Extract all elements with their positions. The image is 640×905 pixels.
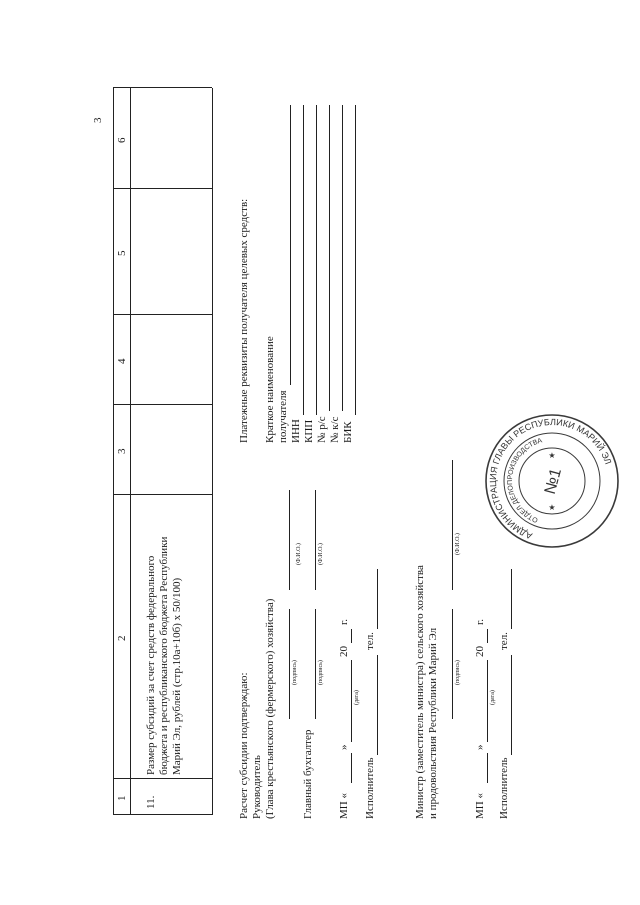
year-suffix-2: г. (474, 618, 486, 625)
payment-title: Платежные реквизиты получателя целевых средств: (238, 198, 250, 443)
stamp-inner-text: ОТДЕЛ ДЕЛОПРОИЗВОДСТВА (506, 437, 544, 524)
minister-line2: и продовольствия Республики Марий Эл (427, 627, 439, 819)
row-text-line3: Марий Эл, рублей (стр.10а+10б) х 50/100) (171, 577, 183, 775)
minister-line1: Министр (заместитель министра) сельского хозяйства (414, 565, 426, 819)
stamp-graphic (483, 412, 621, 550)
bik-label: БИК (342, 421, 354, 443)
sign-caption-2: (подпись) (318, 660, 324, 685)
col-header-3: 3 (116, 448, 128, 454)
mp-label-2: МП « (474, 793, 486, 819)
short-name-line1: Краткое наименование (264, 336, 276, 443)
kpp-label: КПП (303, 419, 315, 443)
row-text-line2: бюджета и республиканского бюджета Республики (158, 536, 170, 775)
mp-label: МП « (338, 793, 350, 819)
col-header-5: 5 (116, 250, 128, 256)
date-caption: (дата) (354, 690, 360, 705)
quote-close: » (338, 744, 350, 750)
accountant-label: Главный бухгалтер (302, 729, 314, 819)
head-label: Руководитель (251, 755, 263, 819)
fio-caption-3: (Ф.И.О.) (455, 533, 461, 555)
executor-label: Исполнитель (364, 757, 376, 819)
stamp-outer-text: АДМИНИСТРАЦИЯ ГЛАВЫ РЕСПУБЛИКИ МАРИЙ ЭЛ (487, 416, 614, 542)
phone-label: тел. (364, 632, 376, 650)
phone-label-2: тел. (498, 632, 510, 650)
quote-close-2: » (474, 744, 486, 750)
col-header-4: 4 (116, 358, 128, 364)
col-header-6: 6 (116, 137, 128, 143)
fio-caption: (Ф.И.О.) (296, 543, 302, 565)
sign-caption: (подпись) (292, 660, 298, 685)
executor-label-2: Исполнитель (498, 757, 510, 819)
ks-label: № к/с (329, 416, 341, 443)
stamp-center-text: №1 (541, 466, 566, 497)
year-suffix: г. (338, 618, 350, 625)
page-number: 3 (92, 117, 104, 123)
col-header-1: 1 (116, 795, 128, 801)
date-caption-2: (дата) (490, 690, 496, 705)
official-stamp (483, 412, 621, 550)
row-number: 11. (145, 795, 157, 809)
rs-label: № р/с (316, 416, 328, 443)
stamp-star-icon-2: ★ (548, 503, 556, 512)
confirm-title: Расчет субсидии подтверждаю: (238, 672, 250, 819)
head-sub-label: (Глава крестьянского (фермерского) хозяйства) (264, 598, 276, 819)
fio-caption-2: (Ф.И.О.) (318, 543, 324, 565)
stamp-star-icon: ★ (548, 451, 556, 460)
short-name-line2: получателя (277, 390, 289, 443)
col-header-2: 2 (116, 635, 128, 641)
inn-label: ИНН (290, 419, 302, 443)
sign-caption-3: (подпись) (455, 660, 461, 685)
year-prefix: 20 (338, 646, 350, 657)
year-prefix-2: 20 (474, 646, 486, 657)
row-text-line1: Размер субсидий за счет средств федерального (145, 555, 157, 775)
